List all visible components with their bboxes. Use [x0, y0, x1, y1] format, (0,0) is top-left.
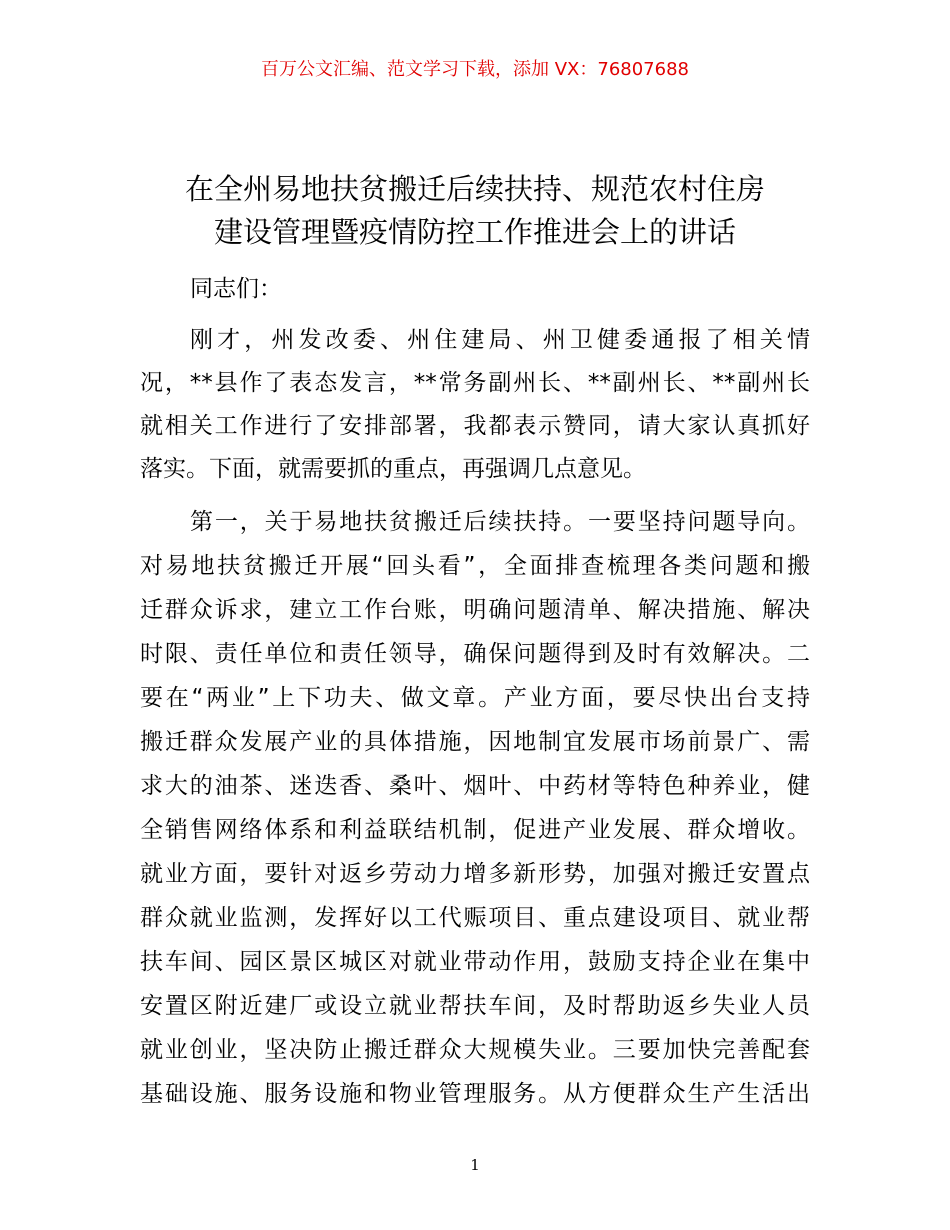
paragraph-2-line: 要在“两业”上下功夫、做文章。产业方面，要尽快出台支持: [140, 685, 810, 711]
paragraph-2-line: 时限、责任单位和责任领导，确保问题得到及时有效解决。二: [140, 641, 810, 667]
paragraph-1-line: 况，**县作了表态发言，**常务副州长、**副州长、**副州长: [140, 370, 810, 396]
paragraph-2-line: 安置区附近建厂或设立就业帮扶车间，及时帮助返乡失业人员: [140, 993, 810, 1019]
paragraph-2-line: 基础设施、服务设施和物业管理服务。从方便群众生产生活出: [140, 1081, 810, 1107]
paragraph-2-line: 群众就业监测，发挥好以工代赈项目、重点建设项目、就业帮: [140, 905, 810, 931]
paragraph-2-line: 搬迁群众发展产业的具体措施，因地制宜发展市场前景广、需: [140, 729, 810, 755]
document-title: [140, 168, 810, 254]
paragraph-2-line: 迁群众诉求，建立工作台账，明确问题清单、解决措施、解决: [140, 597, 810, 623]
paragraph-2-line: 就业创业，坚决防止搬迁群众大规模失业。三要加快完善配套: [140, 1037, 810, 1063]
header-note: 百万公文汇编、范文学习下载，添加 VX：76807688: [261, 59, 689, 80]
paragraph-1-line: 刚才，州发改委、州住建局、州卫健委通报了相关情: [190, 327, 810, 353]
paragraph-1-line: 落实。下面，就需要抓的重点，再强调几点意见。: [140, 456, 646, 482]
paragraph-2-line: 求大的油茶、迷迭香、桑叶、烟叶、中药材等特色种养业，健: [140, 773, 810, 799]
page-number: 1: [470, 1156, 480, 1174]
paragraph-2-line: 扶车间、园区景区城区对就业带动作用，鼓励支持企业在集中: [140, 949, 810, 975]
salutation: 同志们：: [190, 276, 282, 302]
title-line-1: 在全州易地扶贫搬迁后续扶持、规范农村住房: [184, 172, 765, 206]
paragraph-2-line: 对易地扶贫搬迁开展“回头看”，全面排查梳理各类问题和搬: [140, 553, 810, 579]
paragraph-2-line: 全销售网络体系和利益联结机制，促进产业发展、群众增收。: [140, 817, 810, 843]
paragraph-2-line: 就业方面，要针对返乡劳动力增多新形势，加强对搬迁安置点: [140, 861, 810, 887]
paragraph-1-line: 就相关工作进行了安排部署，我都表示赞同，请大家认真抓好: [140, 413, 810, 439]
paragraph-2-line: 第一，关于易地扶贫搬迁后续扶持。一要坚持问题导向。: [190, 509, 810, 535]
title-line-2: 建设管理暨疫情防控工作推进会上的讲话: [213, 215, 736, 249]
